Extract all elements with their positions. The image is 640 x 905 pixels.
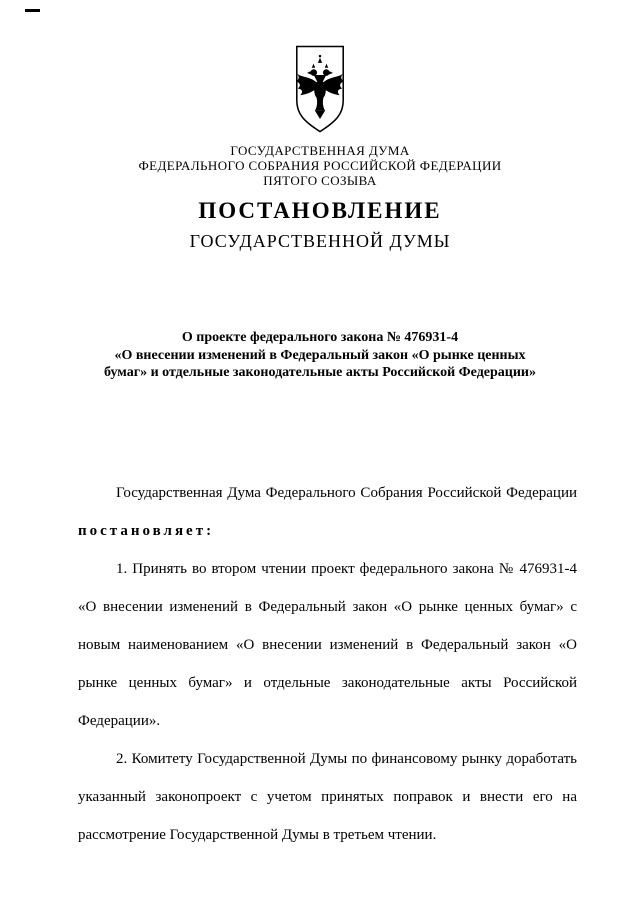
document-header [0,143,640,188]
doc-type-title: ПОСТАНОВЛЕНИЕ [198,198,442,223]
body-paragraph-1: 1. Принять во втором чтении проект федерального закона № 476931-4 «О внесении изменений в Федеральный закон «О рынке ценных бумаг» с новым наименованием «О внесении изменений в Федеральный закон «О рынке ценных бумаг» и отдельные законодательные акты Российской Федерации». [78,561,577,729]
document-type-block [0,197,640,252]
header-org: ГОСУДАРСТВЕННАЯ ДУМА [230,143,410,158]
header-org-sub: ФЕДЕРАЛЬНОГО СОБРАНИЯ РОССИЙСКОЙ ФЕДЕРАЦИИ [138,158,502,173]
doc-type-subtitle: ГОСУДАРСТВЕННОЙ ДУМЫ [189,231,451,251]
document-subject [75,329,565,382]
subject-line-2: «О внесении изменений в Федеральный закон «О рынке ценных [114,347,526,363]
subject-line-1: О проекте федерального закона № 476931-4 [181,330,459,345]
scan-artifact-mark [25,9,40,12]
document-body [78,474,577,854]
intro-paragraph [78,474,577,550]
body-paragraph-2: 2. Комитету Государственной Думы по финансовому рынку доработать указанный законопроект с учетом принятых поправок и внести его на рассмотрение Государственной Думы в третьем чтении. [78,751,577,843]
russian-state-emblem-icon [291,44,349,134]
subject-line-3: бумаг» и отдельные законодательные акты Российской Федерации» [103,365,536,380]
intro-lead-text: Государственная Дума Федерального Собрания Российской Федерации [116,485,577,501]
intro-verb-text: постановляет: [78,523,215,539]
header-convocation: ПЯТОГО СОЗЫВА [263,173,377,188]
